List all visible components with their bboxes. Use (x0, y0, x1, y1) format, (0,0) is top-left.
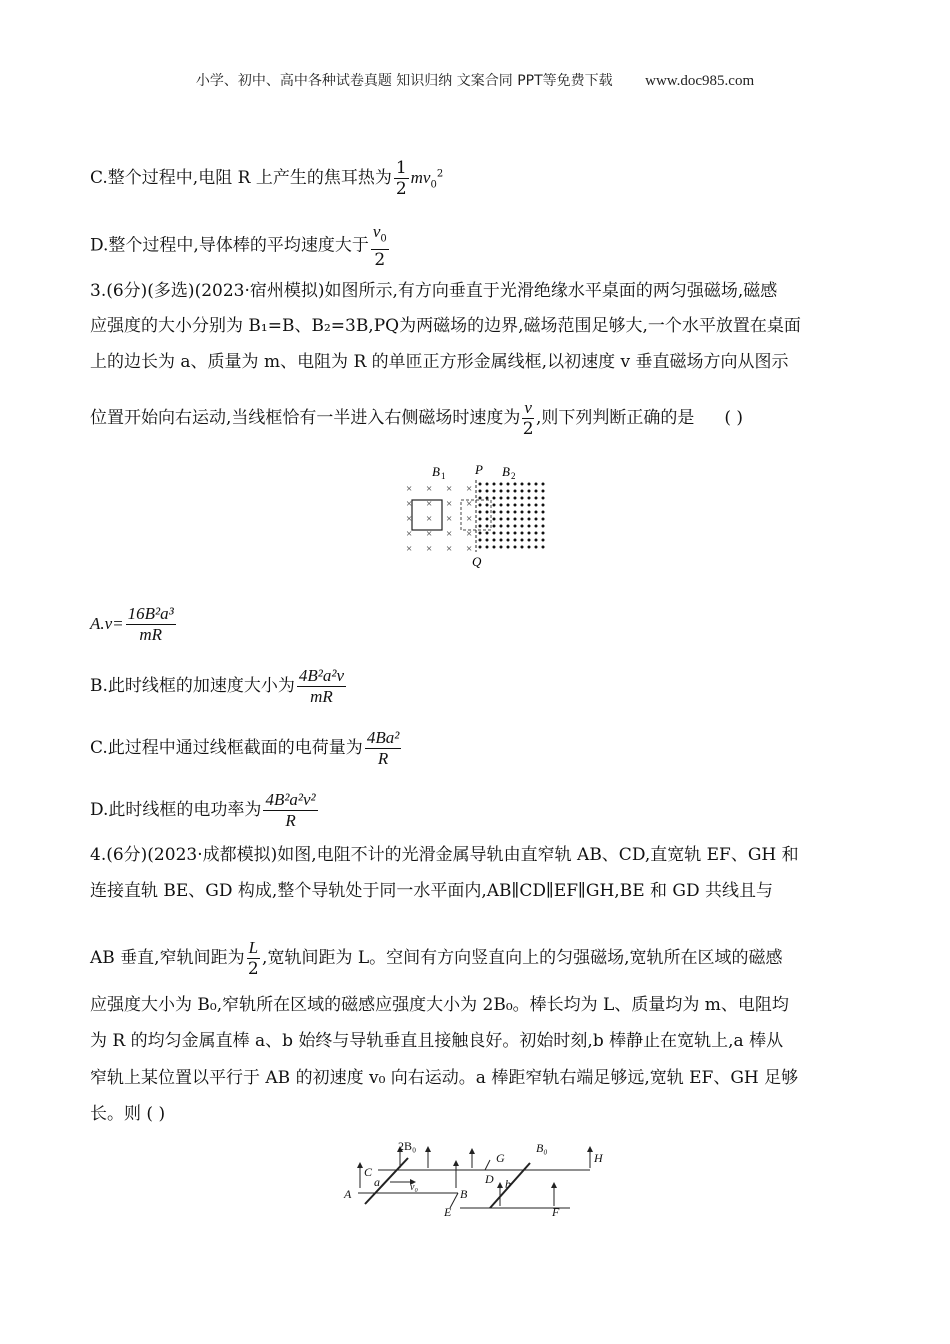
dot-mark (535, 546, 538, 549)
dot-mark (521, 483, 524, 486)
cross-mark: × (426, 513, 433, 525)
dot-mark (514, 497, 517, 500)
q3-magnetic-field-figure (400, 458, 560, 570)
dot-mark (514, 518, 517, 521)
dot-mark (500, 504, 503, 507)
dot-mark (521, 532, 524, 535)
header-url[interactable]: www.doc985.com (645, 73, 755, 89)
dot-mark (535, 490, 538, 493)
label-b2: B (502, 464, 510, 479)
dot-mark (486, 546, 489, 549)
dot-mark (479, 497, 482, 500)
dot-mark (486, 532, 489, 535)
dot-mark (507, 546, 510, 549)
label-e: E (444, 1205, 452, 1218)
q4-rail-figure (340, 1138, 610, 1218)
label-b: B (460, 1187, 468, 1201)
dot-mark (507, 504, 510, 507)
dot-mark (500, 511, 503, 514)
dot-mark (528, 497, 531, 500)
label-rod-a: a (374, 1175, 380, 1189)
dot-mark (507, 525, 510, 528)
dot-mark (507, 518, 510, 521)
dot-mark (486, 518, 489, 521)
dot-mark (514, 539, 517, 542)
dot-mark (507, 511, 510, 514)
page-header (0, 70, 950, 90)
cross-mark: × (406, 513, 413, 525)
label-q: Q (472, 554, 482, 569)
q4-stem-line-4: 应强度大小为 B₀,窄轨所在区域的磁感应强度大小为 2B₀。棒长均为 L、质量均为 m、电阻均 (90, 995, 789, 1015)
q4-stem-line-7: 长。则 ( ) (90, 1104, 166, 1124)
cross-mark: × (426, 528, 433, 540)
label-g: G (496, 1151, 505, 1165)
dot-mark (479, 546, 482, 549)
answer-paren: ( ) (724, 408, 744, 428)
dot-mark (493, 525, 496, 528)
dot-mark (514, 546, 517, 549)
dot-mark (479, 490, 482, 493)
dot-mark (521, 504, 524, 507)
dot-mark (500, 490, 503, 493)
q3-option-c[interactable]: C.此过程中通过线框截面的电荷量为 $\frac{\text{4Ba²}}{R}$ (90, 728, 400, 768)
dot-mark (514, 490, 517, 493)
dot-mark (542, 511, 545, 514)
dot-mark (500, 546, 503, 549)
dot-mark (542, 497, 545, 500)
dot-mark (486, 511, 489, 514)
dot-mark (486, 539, 489, 542)
dot-mark (507, 497, 510, 500)
dot-mark (542, 483, 545, 486)
dot-mark (479, 532, 482, 535)
dot-mark (507, 539, 510, 542)
label-d: D (485, 1172, 494, 1186)
dot-mark (528, 532, 531, 535)
svg-text:2: 2 (511, 471, 516, 481)
q3-stem-line-1: 3.(6分)(多选)(2023·宿州模拟)如图所示,有方向垂直于光滑绝缘水平桌面的两匀强磁场,磁感 (90, 281, 778, 301)
q2-option-d[interactable]: D.整个过程中,导体棒的平均速度大于 $\frac{v_0}{2}$ (90, 222, 387, 271)
dot-mark (528, 546, 531, 549)
dot-mark (521, 539, 524, 542)
dot-mark (528, 518, 531, 521)
dot-mark (514, 483, 517, 486)
dot-mark (528, 504, 531, 507)
q4-stem-line-2: 连接直轨 BE、GD 构成,整个导轨处于同一水平面内,AB∥CD∥EF∥GH,BE 和 GD 共线且与 (90, 881, 774, 901)
dot-mark (542, 525, 545, 528)
dot-mark (500, 532, 503, 535)
dot-mark (521, 497, 524, 500)
dot-mark (493, 497, 496, 500)
dot-mark (514, 504, 517, 507)
q3-stem-line-3: 上的边长为 a、质量为 m、电阻为 R 的单匝正方形金属线框,以初速度 v 垂直磁场方向从图示 (90, 352, 789, 372)
dot-mark (486, 497, 489, 500)
dot-mark (528, 525, 531, 528)
cross-mark: × (446, 498, 453, 510)
dot-mark (514, 532, 517, 535)
dot-mark (528, 511, 531, 514)
label-f: F (552, 1205, 560, 1218)
q4-stem-line-1: 4.(6分)(2023·成都模拟)如图,电阻不计的光滑金属导轨由直窄轨 AB、CD,直宽轨 EF、GH 和 (90, 845, 799, 865)
label-2b0: 2B₀ (398, 1139, 417, 1153)
cross-mark: × (426, 483, 433, 495)
dot-mark (521, 511, 524, 514)
dot-mark (479, 518, 482, 521)
cross-mark: × (466, 513, 473, 525)
dot-mark (535, 525, 538, 528)
dot-mark (479, 539, 482, 542)
dot-mark (493, 546, 496, 549)
cross-mark: × (466, 483, 473, 495)
dot-mark (542, 518, 545, 521)
dot-mark (479, 504, 482, 507)
dot-mark (535, 511, 538, 514)
dot-mark (500, 518, 503, 521)
label-a: A (344, 1187, 352, 1201)
q2-option-c[interactable]: C.整个过程中,电阻 R 上产生的焦耳热为 $\frac{1}{2}$ $mv_0^2$ (90, 158, 444, 199)
cross-mark: × (446, 528, 453, 540)
dot-mark (479, 511, 482, 514)
dot-mark (486, 525, 489, 528)
dot-mark (507, 483, 510, 486)
dot-mark (521, 546, 524, 549)
label-rod-b: b (505, 1177, 511, 1191)
cross-mark: × (446, 513, 453, 525)
q4-stem-line-5: 为 R 的均匀金属直棒 a、b 始终与导轨垂直且接触良好。初始时刻,b 棒静止在宽轨上,a 棒从 (90, 1031, 784, 1051)
dot-mark (521, 525, 524, 528)
label-v0: v₀ (410, 1182, 418, 1193)
q3-option-d[interactable]: D.此时线框的电功率为 $\frac{\text{4B²a²v²}}{R}$ (90, 790, 316, 830)
dot-mark (514, 525, 517, 528)
cross-mark: × (406, 543, 413, 555)
label-p: P (475, 462, 483, 477)
q3-option-b[interactable]: B.此时线框的加速度大小为 $\frac{\text{4B²a²v}}{mR}$ (90, 666, 345, 706)
cross-mark: × (426, 543, 433, 555)
cross-mark: × (466, 543, 473, 555)
dot-mark (493, 539, 496, 542)
rail-gd (485, 1160, 490, 1170)
cross-mark: × (446, 543, 453, 555)
cross-mark: × (426, 498, 433, 510)
dot-mark (528, 490, 531, 493)
dot-mark (500, 539, 503, 542)
dot-mark (535, 518, 538, 521)
q3-option-a[interactable]: A.v= $\frac{\text{16B²a³}}{mR}$ (90, 604, 174, 644)
svg-text:1: 1 (441, 471, 446, 481)
dot-mark (542, 490, 545, 493)
dot-mark (535, 497, 538, 500)
dot-mark (542, 539, 545, 542)
field-arrows (360, 1150, 590, 1206)
q3-stem-line-4: 位置开始向右运动,当线框恰有一半进入右侧磁场时速度为 $\frac{v}{2}$ ,则下列判断正确的是 ( ) (90, 398, 744, 439)
dot-mark (493, 504, 496, 507)
dot-mark (542, 546, 545, 549)
dot-mark (528, 539, 531, 542)
dot-mark (500, 525, 503, 528)
q3-stem-line-2: 应强度的大小分别为 B₁=B、B₂=3B,PQ为两磁场的边界,磁场范围足够大,一个水平放置在桌面 (90, 316, 801, 336)
dot-mark (514, 511, 517, 514)
dot-mark (486, 490, 489, 493)
field-b1-crosses (406, 483, 472, 555)
q4-stem-line-6: 窄轨上某位置以平行于 AB 的初速度 v₀ 向右运动。a 棒距窄轨右端足够远,宽轨 EF、GH 足够 (90, 1068, 799, 1088)
field-b2-dots (479, 483, 545, 549)
dot-mark (542, 504, 545, 507)
dot-mark (507, 490, 510, 493)
label-c: C (364, 1165, 373, 1179)
header-text: 小学、初中、高中各种试卷真题 知识归纳 文案合同 PPT等免费下载 (195, 73, 613, 89)
label-b0: B₀ (536, 1141, 548, 1155)
cross-mark: × (466, 528, 473, 540)
label-b1: B (432, 464, 440, 479)
dot-mark (521, 518, 524, 521)
dot-mark (507, 532, 510, 535)
dot-mark (535, 504, 538, 507)
dot-mark (493, 518, 496, 521)
cross-mark: × (406, 498, 413, 510)
dot-mark (528, 483, 531, 486)
dot-mark (535, 483, 538, 486)
dot-mark (493, 532, 496, 535)
dot-mark (542, 532, 545, 535)
cross-mark: × (406, 483, 413, 495)
dot-mark (486, 483, 489, 486)
cross-mark: × (446, 483, 453, 495)
dot-mark (479, 525, 482, 528)
dot-mark (493, 490, 496, 493)
dot-mark (535, 539, 538, 542)
dot-mark (500, 497, 503, 500)
q4-stem-line-3: AB 垂直,窄轨间距为 $\frac{L}{2}$ ,宽轨间距为 L。空间有方向竖直向上的匀强磁场,宽轨所在区域的磁感 (90, 938, 783, 979)
dot-mark (493, 483, 496, 486)
dot-mark (486, 504, 489, 507)
cross-mark: × (466, 498, 473, 510)
dot-mark (500, 483, 503, 486)
dot-mark (535, 532, 538, 535)
label-h: H (594, 1151, 603, 1165)
dot-mark (493, 511, 496, 514)
cross-mark: × (406, 528, 413, 540)
dot-mark (521, 490, 524, 493)
dot-mark (479, 483, 482, 486)
